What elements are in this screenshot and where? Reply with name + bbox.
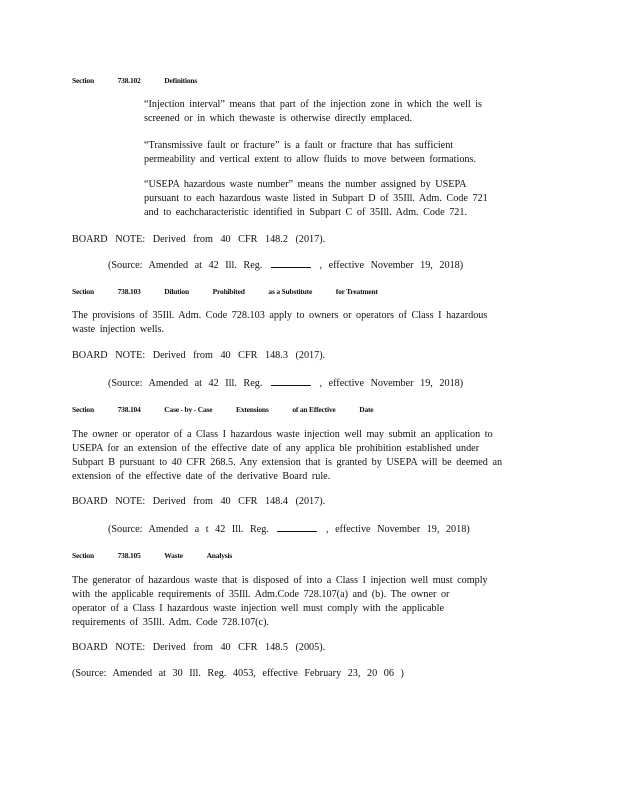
- source-text: , effective November 19, 2018): [319, 260, 464, 271]
- heading-title: Extensions: [236, 405, 269, 414]
- source-text: (Source: Amended at 42 Ill. Reg.: [108, 378, 263, 389]
- board-note: BOARD NOTE: Derived from 40 CFR 148.3 (2017).: [72, 350, 326, 361]
- heading-word: Section: [72, 287, 94, 296]
- heading-title: of an Effective: [292, 405, 336, 414]
- text-line: requirements of 35Ill. Adm. Code 728.107(c).: [72, 617, 270, 628]
- heading-title: for Treatment: [335, 287, 378, 296]
- register-page-blank: [277, 522, 317, 532]
- source-note: [108, 258, 463, 271]
- heading-title: Waste: [164, 551, 183, 560]
- board-note: BOARD NOTE: Derived from 40 CFR 148.5 (2005).: [72, 642, 326, 653]
- section-heading-738-105: [72, 551, 254, 560]
- text-line: USEPA for an extension of the effective date of any applica ble prohibition established under: [72, 443, 480, 454]
- heading-word: Section: [72, 76, 94, 85]
- heading-number: 738.104: [117, 405, 141, 414]
- definition-injection-interval: [144, 98, 524, 126]
- register-page-blank: [271, 258, 311, 268]
- section-body-738-104: [72, 428, 542, 484]
- section-heading-738-102: [72, 76, 219, 85]
- section-body-738-103: [72, 309, 542, 337]
- heading-number: 738.102: [117, 76, 141, 85]
- section-body-738-105: [72, 574, 542, 630]
- source-text: , effective November 19, 2018): [319, 378, 464, 389]
- text-line: “Transmissive fault or fracture” is a fault or fracture that has sufficient: [144, 140, 454, 151]
- heading-title: Date: [359, 405, 374, 414]
- text-line: Subpart B pursuant to 40 CFR 268.5. Any extension that is granted by USEPA will be deemed an: [72, 457, 503, 468]
- text-line: operator of a Class I hazardous waste injection well must comply with the applicable: [72, 603, 444, 614]
- text-line: “USEPA hazardous waste number” means the number assigned by USEPA: [144, 179, 467, 190]
- heading-title: Dilution: [164, 287, 189, 296]
- text-line: “Injection interval” means that part of the injection zone in which the well is: [144, 99, 483, 110]
- source-text: (Source: Amended at 42 Ill. Reg.: [108, 260, 263, 271]
- register-page-blank: [271, 376, 311, 386]
- text-line: The owner or operator of a Class I hazardous waste injection well may submit an application to: [72, 429, 493, 440]
- source-note: (Source: Amended at 30 Ill. Reg. 4053, effective February 23, 20 06 ): [72, 668, 404, 679]
- heading-title: Prohibited: [212, 287, 245, 296]
- heading-number: 738.105: [117, 551, 141, 560]
- text-line: screened or in which thewaste is otherwise directly emplaced.: [144, 113, 413, 124]
- heading-title: Analysis: [206, 551, 233, 560]
- text-line: with the applicable requirements of 35Ill. Adm.Code 728.107(a) and (b). The owner or: [72, 589, 450, 600]
- source-note: [108, 376, 463, 389]
- text-line: permeability and vertical extent to allow fluids to move between formations.: [144, 154, 477, 165]
- heading-word: Section: [72, 551, 94, 560]
- source-text: (Source: Amended a t 42 Ill. Reg.: [108, 524, 269, 535]
- heading-number: 738.103: [117, 287, 141, 296]
- heading-title: as a Substitute: [268, 287, 313, 296]
- text-line: and to eachcharacteristic identified in Subpart C of 35Ill. Adm. Code 721.: [144, 207, 468, 218]
- definition-usepa-waste-number: [144, 178, 524, 220]
- text-line: waste injection wells.: [72, 324, 164, 335]
- source-text: , effective November 19, 2018): [326, 524, 470, 535]
- text-line: pursuant to each hazardous waste listed in Subpart D of 35Ill. Adm. Code 721: [144, 193, 488, 204]
- text-line: The provisions of 35Ill. Adm. Code 728.103 apply to owners or operators of Class I hazardous: [72, 310, 488, 321]
- heading-title: Case - by - Case: [164, 405, 213, 414]
- board-note: BOARD NOTE: Derived from 40 CFR 148.2 (2017).: [72, 234, 326, 245]
- definition-transmissive-fault: [144, 139, 524, 167]
- section-heading-738-104: [72, 405, 395, 414]
- board-note: BOARD NOTE: Derived from 40 CFR 148.4 (2017).: [72, 496, 326, 507]
- source-note: [108, 522, 470, 535]
- heading-title: Definitions: [164, 76, 198, 85]
- text-line: The generator of hazardous waste that is disposed of into a Class I injection well must comply: [72, 575, 488, 586]
- heading-word: Section: [72, 405, 94, 414]
- text-line: extension of the effective date of the derivative Board rule.: [72, 471, 331, 482]
- section-heading-738-103: [72, 287, 400, 296]
